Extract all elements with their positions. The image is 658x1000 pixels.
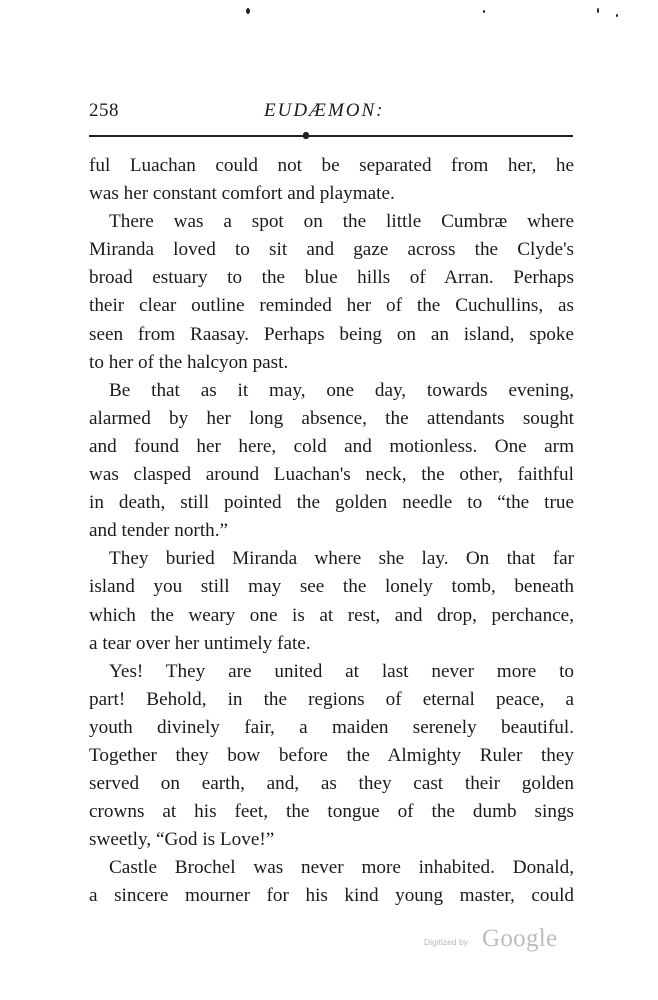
scan-speck xyxy=(483,10,485,13)
text-line: broad estuary to the blue hills of Arran. Perhaps xyxy=(89,267,574,289)
text-line: They buried Miranda where she lay. On that far xyxy=(109,548,574,570)
google-logo: Google xyxy=(482,925,558,952)
running-title: EUDÆMON: xyxy=(264,100,385,121)
text-line: Be that as it may, one day, towards evening, xyxy=(109,379,574,401)
page-number: 258 xyxy=(89,100,119,121)
text-line: and found her here, cold and motionless. One arm xyxy=(89,435,574,457)
text-line: in death, still pointed the golden needle to “the true xyxy=(89,492,574,514)
text-line: Yes! They are united at last never more to xyxy=(109,660,574,682)
text-line: their clear outline reminded her of the Cuchullins, as xyxy=(89,295,574,317)
header-rule xyxy=(89,135,573,137)
text-line: to her of the halcyon past. xyxy=(89,351,289,373)
rule-ornament xyxy=(303,132,309,139)
text-line: seen from Raasay. Perhaps being on an island, spoke xyxy=(89,323,574,345)
text-line: crowns at his feet, the tongue of the dumb sings xyxy=(89,801,574,823)
text-line: which the weary one is at rest, and drop, perchance, xyxy=(89,604,574,626)
text-line: youth divinely fair, a maiden serenely beautiful. xyxy=(89,716,574,738)
text-line: Castle Brochel was never more inhabited. Donald, xyxy=(109,857,574,879)
digitized-by-label: Digitized by xyxy=(424,937,468,947)
digitization-watermark xyxy=(424,925,564,959)
text-line: island you still may see the lonely tomb, beneath xyxy=(89,576,574,598)
text-line: was her constant comfort and playmate. xyxy=(89,183,395,205)
text-line: alarmed by her long absence, the attendants sought xyxy=(89,407,574,429)
text-line: a tear over her untimely fate. xyxy=(89,632,311,654)
body-text xyxy=(89,152,574,911)
text-line: a sincere mourner for his kind young master, could xyxy=(89,885,574,907)
text-line: Together they bow before the Almighty Ruler they xyxy=(89,744,574,766)
text-line: Miranda loved to sit and gaze across the Clyde's xyxy=(89,239,574,261)
text-line: and tender north.” xyxy=(89,520,229,542)
page-header xyxy=(89,100,575,130)
scan-speck xyxy=(246,8,250,14)
scan-speck xyxy=(597,8,599,13)
text-line: sweetly, “God is Love!” xyxy=(89,829,275,851)
scan-speck xyxy=(616,14,618,17)
text-line: There was a spot on the little Cumbræ where xyxy=(109,211,574,233)
text-line: was clasped around Luachan's neck, the other, faithful xyxy=(89,464,574,486)
text-line: part! Behold, in the regions of eternal peace, a xyxy=(89,688,574,710)
text-line: served on earth, and, as they cast their golden xyxy=(89,773,574,795)
text-line: ful Luachan could not be separated from her, he xyxy=(89,155,574,176)
